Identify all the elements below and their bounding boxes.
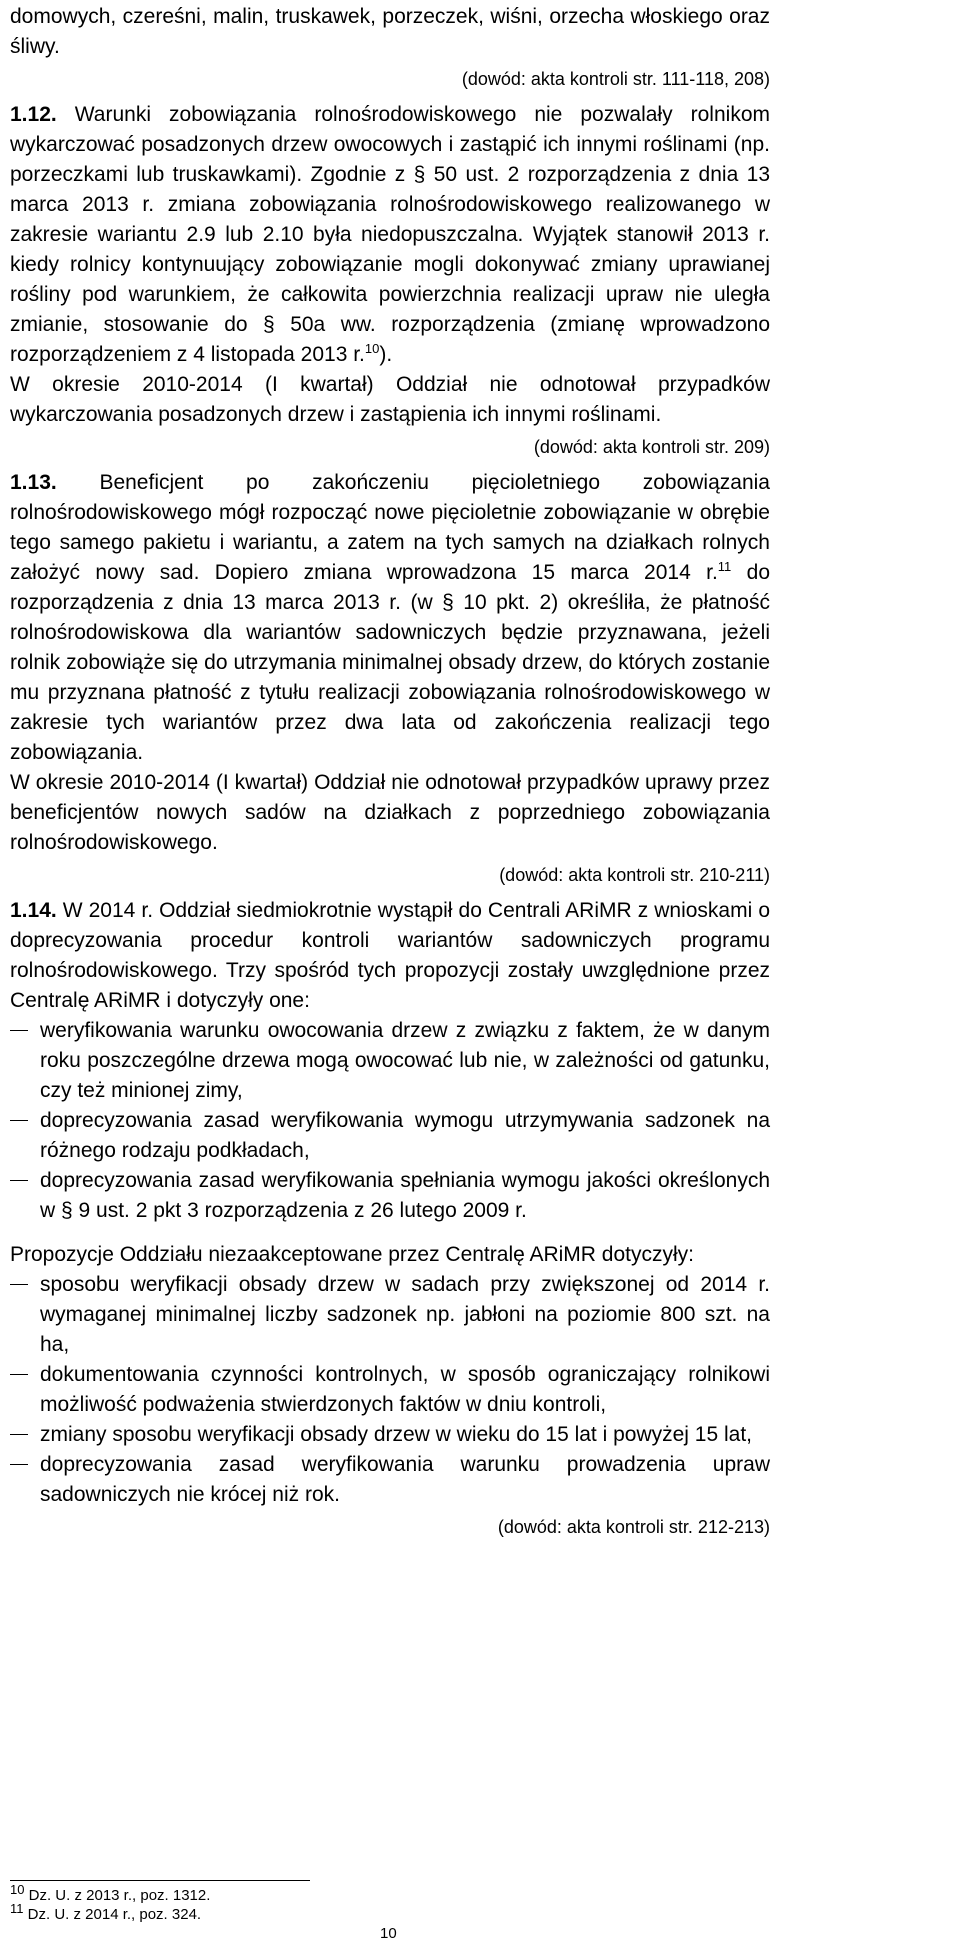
footnote-mark: 11 [10, 1901, 24, 1916]
section-paragraph [10, 468, 770, 768]
list-item-text: weryfikowania warunku owocowania drzew z związku z faktem, że w danym roku poszczególne drzewa mogą owocować lub nie, w zależności od gatunku, czy też minionej zimy, [40, 1019, 770, 1102]
list-item-text: dokumentowania czynności kontrolnych, w sposób ograniczający rolnikowi możliwość podważenia stwierdzonych faktów w dniu kontroli, [40, 1363, 770, 1416]
list-item-text: doprecyzowania zasad weryfikowania spełniania wymogu jakości określonych w § 9 ust. 2 pkt 3 rozporządzenia z 26 lutego 2009 r. [40, 1169, 770, 1222]
rejected-proposals-list [10, 1270, 770, 1510]
section-paragraph: W okresie 2010-2014 (I kwartał) Oddział nie odnotował przypadków wykarczowania posadzonych drzew i zastąpienia ich innymi roślinami. [10, 373, 770, 426]
list-item [10, 1360, 770, 1420]
list-item [10, 1270, 770, 1360]
paragraph-text: W 2014 r. Oddział siedmiokrotnie wystąpił do Centrali ARiMR z wnioskami o doprecyzowania procedur kontroli wariantów sadowniczych programu rolnośrodowiskowego. Trzy spośród tych propozycji zostały uwzględnione przez Centralę ARiMR i dotyczyły one: [10, 899, 770, 1012]
footnote [10, 1882, 211, 1905]
section-number: 1.12. [10, 103, 57, 126]
paragraph-text-tail: ). [379, 343, 393, 366]
page-number: 10 [380, 1925, 397, 1942]
footnote-ref: 11 [717, 559, 732, 574]
dash-bullet [10, 1120, 28, 1121]
list-item-text: doprecyzowania zasad weryfikowania wymogu utrzymywania sadzonek na różnego rodzaju podkładach, [40, 1109, 770, 1162]
intro-paragraph: domowych, czereśni, malin, truskawek, porzeczek, wiśni, orzecha włoskiego oraz śliwy. [10, 5, 770, 58]
section-paragraph [10, 100, 770, 370]
list-item-text: doprecyzowania zasad weryfikowania warunku prowadzenia upraw sadowniczych nie krócej niż rok. [40, 1453, 770, 1506]
evidence-note: (dowód: akta kontroli str. 212-213) [497, 1517, 770, 1537]
list-item [10, 1450, 770, 1510]
footnotes [10, 1882, 211, 1924]
section-paragraph [10, 896, 770, 1016]
list-item [10, 1166, 770, 1226]
rejected-intro: Propozycje Oddziału niezaakceptowane przez Centralę ARiMR dotyczyły: [10, 1243, 694, 1266]
accepted-proposals-list [10, 1016, 770, 1226]
section-1-14 [10, 896, 770, 1542]
list-item-text: zmiany sposobu weryfikacji obsady drzew w wieku do 15 lat i powyżej 15 lat, [40, 1423, 753, 1446]
evidence-note: (dowód: akta kontroli str. 209) [533, 437, 770, 457]
section-1-13 [10, 468, 770, 890]
footnote-divider [10, 1880, 310, 1881]
footnote [10, 1901, 210, 1924]
dash-bullet [10, 1180, 28, 1181]
footnote-text: Dz. U. z 2013 r., poz. 1312. [24, 1887, 211, 1904]
section-number: 1.14. [10, 899, 57, 922]
section-number: 1.13. [10, 471, 57, 494]
evidence-note: (dowód: akta kontroli str. 210-211) [499, 865, 770, 885]
footnote-ref: 10 [364, 341, 380, 356]
paragraph-text-tail: do rozporządzenia z dnia 13 marca 2013 r. (w § 10 pkt. 2) określiła, że płatność rolnośrodowiskowa dla wariantów sadowniczych będzie przyznawana, jeżeli rolnik zobowiąże się do utrzymania minimalnej obsady drzew, do których zostanie mu przyznana płatność z tytułu realizacji zobowiązania rolnośrodowiskowego w zakresie tych wariantów przez dwa lata od zakończenia realizacji tego zobowiązania. [10, 561, 771, 764]
dash-bullet [10, 1434, 28, 1435]
footnote-mark: 10 [10, 1882, 25, 1897]
section-paragraph: W okresie 2010-2014 (I kwartał) Oddział nie odnotował przypadków uprawy przez beneficjentów nowych sadów na działkach z poprzedniego zobowiązania rolnośrodowiskowego. [10, 771, 770, 854]
paragraph-text: Beneficjent po zakończeniu pięcioletniego zobowiązania rolnośrodowiskowego mógł rozpocząć nowe pięcioletnie zobowiązanie w obrębie tego samego pakietu i wariantu, a zatem na tych samych na działkach rolnych założyć nowy sad. Dopiero zmiana wprowadzona 15 marca 2014 r. [10, 471, 770, 584]
body-text [10, 2, 770, 1548]
dash-bullet [10, 1374, 28, 1375]
list-item [10, 1106, 770, 1166]
footnote-text: Dz. U. z 2014 r., poz. 324. [23, 1906, 202, 1923]
list-item [10, 1016, 770, 1106]
list-item [10, 1420, 770, 1450]
dash-bullet [10, 1464, 28, 1465]
paragraph-text: Warunki zobowiązania rolnośrodowiskowego nie pozwalały rolnikom wykarczować posadzonych drzew owocowych i zastąpić ich innymi roślinami (np. porzeczkami lub truskawkami). Zgodnie z § 50 ust. 2 rozporządzenia z dnia 13 marca 2013 r. zmiana zobowiązania rolnośrodowiskowego realizowanego w zakresie wariantu 2.9 lub 2.10 była niedopuszczalna. Wyjątek stanowił 2013 r. kiedy rolnicy kontynuujący zobowiązanie mogli dokonywać zmiany uprawianej rośliny pod warunkiem, że całkowita powierzchnia realizacji upraw nie uległa zmianie, stosowanie do § 50a ww. rozporządzenia (zmianę wprowadzono rozporządzeniem z 4 listopada 2013 r. [10, 103, 770, 366]
list-item-text: sposobu weryfikacji obsady drzew w sadach przy zwiększonej od 2014 r. wymaganej minimalnej liczby sadzonek np. jabłoni na poziomie 800 szt. na ha, [40, 1273, 770, 1356]
section-1-12 [10, 100, 770, 462]
spacer [10, 1226, 770, 1240]
dash-bullet [10, 1284, 28, 1285]
evidence-note: (dowód: akta kontroli str. 111-118, 208) [461, 69, 770, 89]
dash-bullet [10, 1030, 28, 1031]
